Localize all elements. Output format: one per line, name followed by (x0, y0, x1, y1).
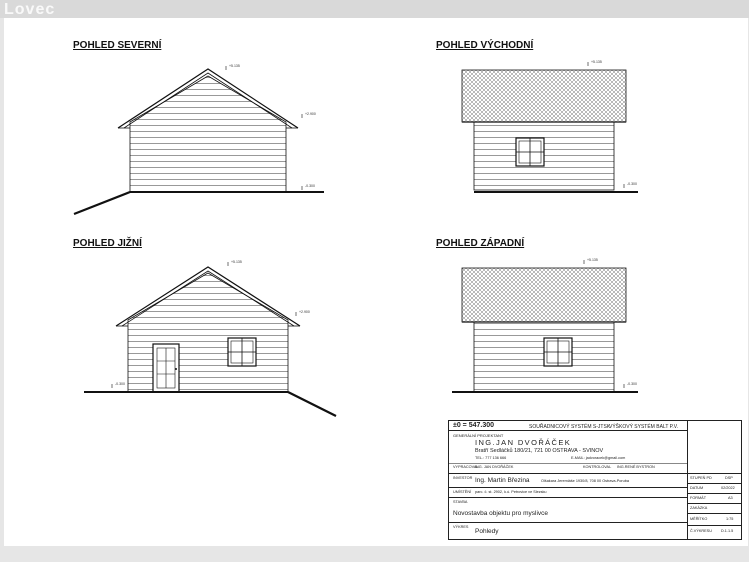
tb-investor: Ing. Martin Březina (475, 477, 530, 484)
tb-number-label: Č.VÝKRESU (690, 529, 712, 533)
south-terrain (288, 392, 336, 416)
west-window (544, 338, 572, 366)
tb-height-system: VÝŠKOVÝ SYSTÉM BALT P.V. (609, 424, 679, 430)
east-roof (462, 70, 626, 122)
tb-drawn-by: ING. JAN DVOŘÁČEK (475, 465, 514, 469)
south-level-eaves: +2.900 (299, 310, 310, 314)
tb-location-label: UMÍSTĚNÍ (453, 490, 472, 494)
north-terrain (74, 192, 130, 214)
tb-date-label: DATUM (690, 486, 704, 490)
tb-designer-address: Bratří Sedláčků 180/21, 721 00 OSTRAVA - SVINOV (475, 448, 604, 454)
tb-project-label: STAVBA (453, 500, 468, 504)
tb-drawing-label: VÝKRES (453, 525, 469, 529)
view-title-south: POHLED JIŽNÍ (73, 238, 142, 249)
tb-format-label: FORMÁT (690, 496, 707, 500)
view-title-west: POHLED ZÁPADNÍ (436, 238, 525, 249)
tb-scale-label: MĚŘÍTKO (690, 517, 708, 521)
east-elevation (462, 60, 638, 192)
tb-designer-label: GENERÁLNÍ PROJEKTANT (453, 433, 504, 438)
tb-drawing: Pohledy (475, 528, 499, 535)
east-level-ridge: +5.135 (591, 60, 602, 64)
tb-designer-email: E-MAIL: jadvoracek@gmail.com (571, 456, 626, 460)
tb-coord-system: SOUŘADNICOVÝ SYSTÉM S-JTSK (529, 424, 611, 430)
south-wall (128, 273, 288, 392)
title-block (448, 420, 742, 540)
east-level-ground: -0.300 (627, 182, 637, 186)
north-level-ground: -0.300 (305, 184, 315, 188)
north-wall (130, 76, 286, 192)
north-elevation (74, 64, 324, 214)
brand-logo: Lovec (4, 1, 56, 18)
tb-designer-name: ING.JAN DVOŘÁČEK (475, 438, 572, 447)
tb-drawn-label: VYPRACOVAL (453, 465, 479, 469)
top-bar (0, 0, 749, 18)
west-elevation (452, 258, 638, 392)
west-level-ridge: +5.135 (587, 258, 598, 262)
tb-date: 02/2022 (721, 486, 735, 490)
south-window (228, 338, 256, 366)
tb-checked-label: KONTROLOVAL (583, 465, 612, 469)
west-roof (462, 268, 626, 322)
north-level-eaves: +2.900 (305, 112, 316, 116)
tb-elevation: ±0 = 547.300 (453, 422, 495, 429)
tb-designer-phone: TEL.: 777 136 666 (475, 456, 507, 460)
tb-investor-address: Olšakara Jeremiáše 1930/8, 708 00 Ostrava-Poruba (541, 479, 630, 483)
west-level-ground: -0.300 (627, 382, 637, 386)
tb-format: A3 (728, 496, 733, 500)
tb-sheet-label: ZAKÁZKA (690, 506, 708, 510)
tb-location: parc. č. st. 2902, k.ú. Petrovice ve Slezsku (475, 490, 547, 494)
tb-scale: 1:75 (726, 517, 734, 521)
tb-project: Novostavba objektu pro myslivce (453, 510, 549, 517)
south-door (153, 344, 179, 392)
east-window (516, 138, 544, 166)
tb-stage: DSP (725, 476, 733, 480)
view-title-north: POHLED SEVERNÍ (73, 40, 162, 51)
south-elevation (84, 260, 336, 416)
south-level-ground: -0.300 (115, 382, 125, 386)
south-level-ridge: +5.135 (231, 260, 242, 264)
tb-investor-label: INVESTOR (453, 476, 473, 480)
tb-checked-by: ING.RENÉ BYSTRON (617, 465, 655, 469)
north-level-ridge: +5.135 (229, 64, 240, 68)
tb-stage-label: STUPEŇ PD (690, 476, 712, 480)
tb-number: D.1.1.5 (721, 529, 734, 533)
view-title-east: POHLED VÝCHODNÍ (436, 40, 534, 51)
